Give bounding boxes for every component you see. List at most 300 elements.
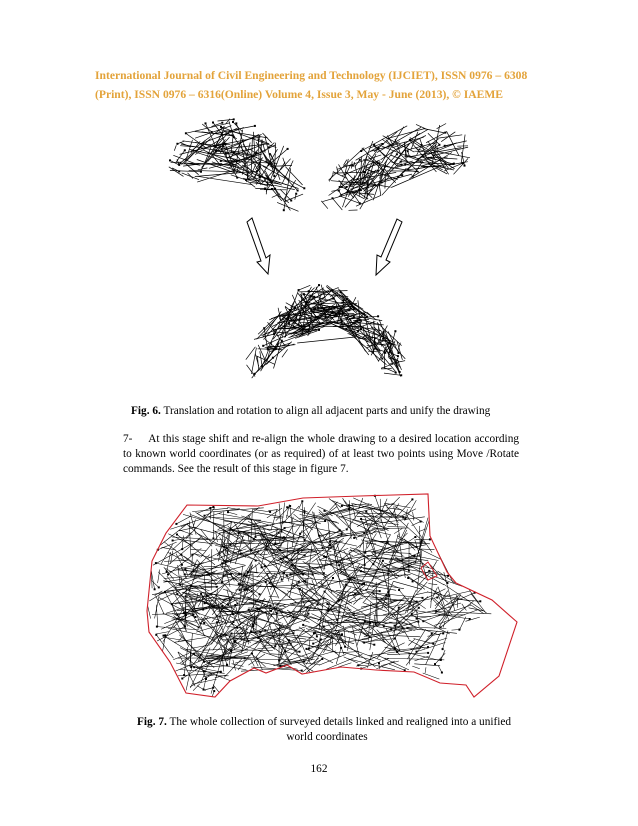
survey-line bbox=[235, 536, 243, 565]
survey-point bbox=[364, 171, 366, 173]
survey-point bbox=[265, 611, 267, 613]
survey-point bbox=[308, 648, 310, 650]
survey-point bbox=[276, 612, 278, 614]
survey-line bbox=[284, 168, 291, 210]
survey-line bbox=[323, 190, 362, 201]
survey-point bbox=[353, 316, 355, 318]
survey-point bbox=[442, 632, 444, 634]
survey-point bbox=[440, 659, 442, 661]
survey-point bbox=[340, 647, 342, 649]
survey-point bbox=[412, 580, 414, 582]
survey-point bbox=[390, 628, 392, 630]
survey-point bbox=[447, 575, 449, 577]
survey-line bbox=[358, 665, 367, 666]
survey-point bbox=[422, 620, 424, 622]
survey-point bbox=[354, 577, 356, 579]
survey-point bbox=[394, 638, 396, 640]
survey-point bbox=[183, 612, 185, 614]
survey-line bbox=[386, 628, 397, 652]
survey-line bbox=[257, 529, 283, 530]
survey-point bbox=[366, 635, 368, 637]
fig6-label: Fig. 6. bbox=[131, 405, 161, 417]
survey-line bbox=[419, 529, 426, 532]
survey-line bbox=[400, 509, 416, 517]
survey-point bbox=[362, 583, 364, 585]
survey-point bbox=[220, 160, 222, 162]
survey-line bbox=[416, 124, 427, 129]
fig7-text-line1: The whole collection of surveyed details linked and realigned into a unified bbox=[169, 716, 512, 728]
survey-line bbox=[452, 630, 460, 631]
survey-line bbox=[242, 565, 253, 604]
survey-line bbox=[384, 503, 410, 507]
survey-point bbox=[428, 570, 430, 572]
survey-point bbox=[413, 555, 415, 557]
survey-line bbox=[438, 665, 442, 672]
survey-point bbox=[200, 622, 202, 624]
survey-point bbox=[299, 651, 301, 653]
survey-point bbox=[306, 648, 308, 650]
survey-line bbox=[189, 526, 215, 533]
survey-line bbox=[219, 514, 275, 524]
survey-point bbox=[265, 581, 267, 583]
survey-point bbox=[396, 153, 398, 155]
survey-point bbox=[184, 149, 186, 151]
survey-point bbox=[416, 651, 418, 653]
survey-point bbox=[176, 534, 178, 536]
survey-point bbox=[259, 176, 261, 178]
survey-point bbox=[357, 330, 359, 332]
survey-line bbox=[170, 512, 222, 529]
survey-point bbox=[313, 632, 315, 634]
survey-point bbox=[278, 532, 280, 534]
survey-line bbox=[284, 194, 303, 201]
survey-line bbox=[333, 198, 343, 210]
survey-point bbox=[303, 187, 305, 189]
survey-line bbox=[335, 652, 359, 654]
survey-point bbox=[385, 594, 387, 596]
survey-point bbox=[346, 317, 348, 319]
survey-point bbox=[172, 540, 174, 542]
survey-point bbox=[444, 132, 446, 134]
survey-point bbox=[421, 144, 423, 146]
survey-point bbox=[302, 624, 304, 626]
survey-point bbox=[269, 153, 271, 155]
survey-line bbox=[321, 201, 328, 209]
survey-point bbox=[232, 121, 234, 123]
survey-point bbox=[396, 651, 398, 653]
survey-line bbox=[194, 666, 228, 667]
survey-line bbox=[217, 576, 234, 596]
survey-point bbox=[175, 523, 177, 525]
survey-line bbox=[218, 119, 234, 121]
survey-line bbox=[253, 509, 270, 512]
survey-line bbox=[413, 512, 414, 521]
survey-point bbox=[321, 658, 323, 660]
survey-line bbox=[253, 573, 254, 608]
survey-point bbox=[404, 164, 406, 166]
survey-point bbox=[221, 122, 223, 124]
survey-point bbox=[398, 352, 400, 354]
survey-line bbox=[269, 596, 278, 597]
survey-line bbox=[327, 313, 354, 314]
survey-point bbox=[416, 618, 418, 620]
survey-line bbox=[387, 653, 428, 655]
survey-line bbox=[167, 552, 171, 572]
survey-point bbox=[234, 604, 236, 606]
survey-point bbox=[255, 536, 257, 538]
survey-line bbox=[328, 609, 386, 624]
survey-line bbox=[163, 575, 208, 582]
survey-line bbox=[319, 596, 324, 631]
survey-line bbox=[278, 307, 292, 345]
survey-line bbox=[361, 571, 400, 588]
survey-line bbox=[398, 538, 441, 559]
survey-line bbox=[295, 559, 306, 560]
survey-point bbox=[220, 126, 222, 128]
survey-line bbox=[279, 503, 281, 531]
survey-point bbox=[209, 507, 211, 509]
survey-line bbox=[344, 657, 358, 663]
survey-line bbox=[384, 373, 401, 375]
survey-point bbox=[429, 538, 431, 540]
survey-point bbox=[284, 527, 286, 529]
survey-line bbox=[235, 574, 260, 576]
survey-point bbox=[237, 603, 239, 605]
survey-point bbox=[233, 118, 235, 120]
survey-point bbox=[442, 648, 444, 650]
survey-point bbox=[316, 635, 318, 637]
survey-point bbox=[225, 153, 227, 155]
header-line-2: (Print), ISSN 0976 – 6316(Online) Volume 4, Issue 3, May - June (2013), © IAEME bbox=[95, 88, 504, 101]
survey-line bbox=[435, 653, 445, 664]
survey-point bbox=[364, 552, 366, 554]
survey-point bbox=[381, 358, 383, 360]
survey-point bbox=[440, 626, 442, 628]
fig6-combined-drawing bbox=[246, 284, 405, 378]
survey-line bbox=[299, 501, 303, 509]
survey-line bbox=[267, 623, 271, 632]
survey-point bbox=[357, 178, 359, 180]
survey-line bbox=[213, 512, 214, 539]
survey-line bbox=[381, 186, 390, 188]
survey-point bbox=[176, 143, 178, 145]
survey-point bbox=[324, 317, 326, 319]
survey-point bbox=[382, 338, 384, 340]
survey-point bbox=[400, 164, 402, 166]
survey-line bbox=[230, 650, 273, 651]
fig6-right-fragment bbox=[321, 124, 470, 211]
survey-point bbox=[411, 498, 413, 500]
survey-point bbox=[360, 328, 362, 330]
survey-point bbox=[297, 551, 299, 553]
survey-point bbox=[395, 372, 397, 374]
survey-point bbox=[434, 663, 436, 665]
survey-line bbox=[423, 673, 440, 679]
survey-line bbox=[223, 566, 245, 572]
survey-point bbox=[283, 572, 285, 574]
survey-point bbox=[341, 505, 343, 507]
survey-point bbox=[341, 634, 343, 636]
survey-point bbox=[407, 150, 409, 152]
survey-line bbox=[297, 337, 355, 343]
survey-point bbox=[301, 670, 303, 672]
survey-line bbox=[356, 195, 381, 206]
survey-point bbox=[298, 581, 300, 583]
survey-point bbox=[394, 330, 396, 332]
survey-line bbox=[289, 621, 325, 643]
survey-point bbox=[252, 625, 254, 627]
survey-point bbox=[398, 607, 400, 609]
survey-line bbox=[352, 627, 359, 658]
survey-line bbox=[421, 549, 435, 550]
survey-point bbox=[412, 176, 414, 178]
survey-line bbox=[381, 661, 399, 666]
survey-point bbox=[193, 614, 195, 616]
survey-point bbox=[293, 326, 295, 328]
survey-line bbox=[235, 659, 250, 663]
survey-point bbox=[365, 511, 367, 513]
survey-point bbox=[418, 607, 420, 609]
survey-line bbox=[363, 538, 364, 565]
survey-point bbox=[181, 564, 183, 566]
header-line-1: International Journal of Civil Engineering and Technology (IJCIET), ISSN 0976 – 6308 bbox=[95, 69, 528, 82]
survey-point bbox=[216, 586, 218, 588]
survey-point bbox=[317, 604, 319, 606]
survey-point bbox=[251, 630, 253, 632]
survey-line bbox=[425, 667, 426, 673]
survey-line bbox=[412, 666, 420, 669]
survey-point bbox=[204, 515, 206, 517]
survey-line bbox=[350, 542, 403, 565]
survey-line bbox=[177, 141, 184, 144]
survey-point bbox=[254, 373, 256, 375]
survey-point bbox=[180, 162, 182, 164]
arrow-left-down-icon bbox=[247, 218, 270, 274]
survey-line bbox=[176, 516, 191, 524]
survey-point bbox=[262, 345, 264, 347]
survey-point bbox=[301, 500, 303, 502]
survey-line bbox=[268, 530, 277, 534]
survey-line bbox=[358, 300, 361, 329]
survey-line bbox=[247, 162, 248, 179]
survey-line bbox=[242, 532, 289, 560]
survey-point bbox=[227, 511, 229, 513]
survey-point bbox=[191, 554, 193, 556]
survey-point bbox=[287, 148, 289, 150]
survey-point bbox=[156, 626, 158, 628]
survey-point bbox=[238, 583, 240, 585]
survey-point bbox=[254, 125, 256, 127]
survey-point bbox=[204, 602, 206, 604]
survey-point bbox=[360, 518, 362, 520]
survey-point bbox=[213, 690, 215, 692]
survey-point bbox=[441, 672, 443, 674]
survey-line bbox=[250, 509, 252, 553]
survey-point bbox=[464, 165, 466, 167]
survey-point bbox=[436, 148, 438, 150]
survey-point bbox=[332, 577, 334, 579]
fig7-text-line2: world coordinates bbox=[286, 731, 368, 743]
survey-line bbox=[275, 185, 295, 189]
survey-line bbox=[351, 161, 352, 168]
survey-line bbox=[280, 159, 290, 170]
survey-line bbox=[269, 584, 288, 595]
survey-point bbox=[373, 144, 375, 146]
survey-point bbox=[224, 599, 226, 601]
fig7-unified-drawing bbox=[148, 495, 492, 697]
survey-point bbox=[364, 620, 366, 622]
survey-point bbox=[178, 170, 180, 172]
survey-point bbox=[384, 352, 386, 354]
survey-line bbox=[184, 143, 204, 164]
survey-point bbox=[352, 165, 354, 167]
survey-point bbox=[167, 574, 169, 576]
arrow-right-down-icon bbox=[376, 219, 402, 275]
survey-line bbox=[407, 515, 432, 552]
survey-point bbox=[318, 329, 320, 331]
survey-point bbox=[281, 579, 283, 581]
survey-point bbox=[205, 122, 207, 124]
survey-point bbox=[324, 520, 326, 522]
survey-point bbox=[411, 613, 413, 615]
page-number: 162 bbox=[310, 763, 328, 775]
survey-line bbox=[319, 548, 348, 560]
survey-point bbox=[304, 554, 306, 556]
survey-line bbox=[432, 561, 436, 568]
survey-point bbox=[181, 678, 183, 680]
survey-point bbox=[401, 174, 403, 176]
survey-line bbox=[169, 167, 184, 177]
survey-line bbox=[276, 506, 290, 521]
survey-point bbox=[338, 564, 340, 566]
survey-point bbox=[359, 159, 361, 161]
survey-line bbox=[336, 516, 357, 535]
survey-point bbox=[318, 284, 320, 286]
survey-point bbox=[274, 645, 276, 647]
survey-point bbox=[154, 588, 156, 590]
survey-point bbox=[407, 577, 409, 579]
survey-point bbox=[446, 582, 448, 584]
survey-line bbox=[190, 665, 230, 681]
survey-point bbox=[274, 188, 276, 190]
survey-point bbox=[397, 355, 399, 357]
survey-line bbox=[415, 656, 429, 661]
survey-line bbox=[405, 616, 431, 617]
fig7-caption bbox=[137, 715, 517, 744]
survey-line bbox=[443, 605, 471, 615]
survey-line bbox=[441, 650, 445, 660]
survey-line bbox=[389, 664, 405, 670]
survey-line bbox=[246, 347, 256, 360]
survey-point bbox=[232, 621, 234, 623]
survey-point bbox=[280, 531, 282, 533]
survey-point bbox=[284, 651, 286, 653]
survey-point bbox=[223, 546, 225, 548]
survey-line bbox=[459, 617, 466, 631]
survey-line bbox=[329, 499, 341, 508]
survey-point bbox=[202, 609, 204, 611]
survey-point bbox=[163, 635, 165, 637]
survey-point bbox=[234, 641, 236, 643]
survey-point bbox=[212, 122, 214, 124]
survey-point bbox=[221, 581, 223, 583]
survey-point bbox=[221, 563, 223, 565]
survey-line bbox=[156, 632, 170, 635]
survey-line bbox=[201, 529, 213, 544]
survey-point bbox=[346, 186, 348, 188]
survey-point bbox=[203, 622, 205, 624]
survey-point bbox=[372, 593, 374, 595]
survey-point bbox=[195, 616, 197, 618]
survey-line bbox=[158, 570, 160, 584]
survey-point bbox=[233, 136, 235, 138]
survey-line bbox=[160, 523, 188, 545]
survey-line bbox=[233, 660, 236, 671]
survey-point bbox=[377, 315, 379, 317]
survey-point bbox=[235, 122, 237, 124]
survey-point bbox=[307, 613, 309, 615]
survey-line bbox=[365, 589, 379, 591]
survey-line bbox=[193, 615, 202, 629]
survey-point bbox=[414, 536, 416, 538]
survey-point bbox=[388, 146, 390, 148]
survey-point bbox=[314, 308, 316, 310]
fig7-label: Fig. 7. bbox=[137, 716, 167, 728]
survey-point bbox=[166, 571, 168, 573]
survey-point bbox=[431, 633, 433, 635]
survey-line bbox=[282, 349, 288, 357]
survey-point bbox=[290, 573, 292, 575]
survey-point bbox=[379, 590, 381, 592]
survey-point bbox=[178, 164, 180, 166]
survey-line bbox=[266, 179, 268, 195]
survey-line bbox=[271, 580, 300, 611]
survey-point bbox=[344, 646, 346, 648]
fig6-left-fragment bbox=[169, 118, 305, 211]
survey-line bbox=[299, 285, 311, 290]
survey-point bbox=[164, 634, 166, 636]
survey-line bbox=[431, 568, 434, 608]
survey-line bbox=[197, 176, 253, 185]
survey-point bbox=[436, 597, 438, 599]
survey-line bbox=[300, 506, 337, 533]
step7-paragraph: 7- At this stage shift and re-align the whole drawing to a desired location according to known world coordinates (or as required) of at least two points using Move /Rotate commands. See the result of this stage in figure 7. bbox=[123, 433, 519, 475]
survey-point bbox=[283, 209, 285, 211]
survey-point bbox=[213, 606, 215, 608]
survey-point bbox=[324, 591, 326, 593]
survey-point bbox=[268, 146, 270, 148]
survey-point bbox=[312, 643, 314, 645]
survey-line bbox=[354, 162, 357, 174]
survey-point bbox=[185, 132, 187, 134]
survey-point bbox=[332, 197, 334, 199]
survey-line bbox=[228, 512, 237, 515]
survey-point bbox=[226, 664, 228, 666]
survey-line bbox=[189, 521, 191, 557]
survey-line bbox=[355, 575, 410, 577]
survey-point bbox=[200, 593, 202, 595]
survey-line bbox=[164, 567, 174, 579]
survey-point bbox=[298, 289, 300, 291]
survey-line bbox=[203, 688, 213, 691]
fig6-caption bbox=[131, 404, 490, 418]
survey-line bbox=[408, 537, 416, 542]
survey-point bbox=[452, 163, 454, 165]
survey-point bbox=[298, 323, 300, 325]
survey-line bbox=[428, 584, 437, 585]
survey-point bbox=[269, 511, 271, 513]
survey-point bbox=[479, 600, 481, 602]
